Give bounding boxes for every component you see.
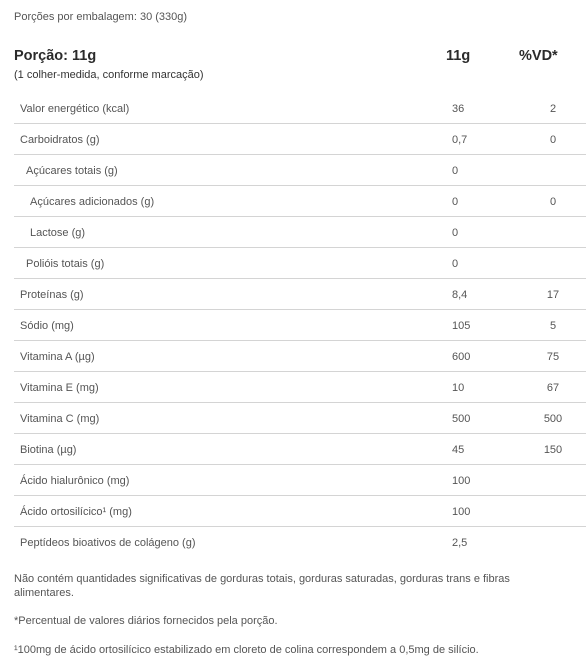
nutrient-amount: 500 — [452, 413, 471, 425]
table-row-collagen-peptides — [14, 527, 586, 557]
note-not-significant: Não contém quantidades significativas de gorduras totais, gorduras saturadas, gorduras trans e fibras alimentares. — [14, 573, 510, 599]
nutrient-daily-value: 0 — [549, 134, 557, 146]
nutrient-name: Polióis totais (g) — [26, 258, 105, 270]
table-row-lactose — [14, 217, 586, 248]
nutrient-amount: 600 — [452, 351, 471, 363]
portion-title: Porção: 11g — [14, 48, 97, 64]
nutrient-daily-value: 17 — [546, 289, 560, 301]
nutrient-name: Vitamina A (µg) — [20, 351, 95, 363]
note-silicon: ¹100mg de ácido ortosilícico estabilizado em cloreto de colina correspondem a 0,5mg de silício. — [14, 644, 479, 656]
nutrient-amount: 0 — [452, 165, 459, 177]
table-row-added-sugars — [14, 186, 586, 217]
table-row-hyaluronic-acid — [14, 465, 586, 496]
nutrient-name: Vitamina C (mg) — [20, 413, 100, 425]
table-row-total-sugars — [14, 155, 586, 186]
nutrient-name: Ácido ortosilícico¹ (mg) — [20, 506, 132, 518]
nutrient-amount: 36 — [452, 103, 465, 115]
nutrient-name: Açúcares totais (g) — [26, 165, 118, 177]
nutrient-amount: 105 — [452, 320, 471, 332]
nutrient-amount: 10 — [452, 382, 465, 394]
nutrient-name: Vitamina E (mg) — [20, 382, 99, 394]
column-header-amount: 11g — [446, 48, 471, 64]
nutrient-name: Lactose (g) — [30, 227, 86, 239]
nutrient-name: Sódio (mg) — [20, 320, 74, 332]
nutrient-name: Açúcares adicionados (g) — [30, 196, 155, 208]
table-row-vitamin-c — [14, 403, 586, 434]
nutrient-name: Carboidratos (g) — [20, 134, 100, 146]
nutrient-amount: 0 — [452, 196, 459, 208]
table-row-vitamin-a — [14, 341, 586, 372]
nutrient-daily-value: 0 — [549, 196, 557, 208]
note-daily-value: *Percentual de valores diários fornecidos pela porção. — [14, 615, 278, 627]
table-row-sodium — [14, 310, 586, 341]
nutrient-amount: 100 — [452, 506, 471, 518]
nutrient-name: Ácido hialurônico (mg) — [20, 475, 130, 487]
nutrient-daily-value: 500 — [543, 413, 563, 425]
nutrient-daily-value: 75 — [546, 351, 560, 363]
nutrient-daily-value: 2 — [549, 103, 557, 115]
table-row-orthosilicic-acid — [14, 496, 586, 527]
nutrient-amount: 2,5 — [452, 537, 468, 549]
portion-subtitle: (1 colher-medida, conforme marcação) — [14, 69, 204, 81]
nutrition-table — [14, 93, 586, 557]
table-row-polyols — [14, 248, 586, 279]
servings-per-package: Porções por embalagem: 30 (330g) — [14, 11, 188, 23]
nutrient-daily-value: 5 — [549, 320, 557, 332]
nutrient-amount: 100 — [452, 475, 471, 487]
nutrient-name: Peptídeos bioativos de colágeno (g) — [20, 537, 196, 549]
column-header-daily-value: %VD* — [519, 48, 558, 64]
nutrient-amount: 0,7 — [452, 134, 468, 146]
table-row-vitamin-e — [14, 372, 586, 403]
table-row-biotin — [14, 434, 586, 465]
nutrient-amount: 0 — [452, 227, 459, 239]
table-row-energy — [14, 93, 586, 124]
table-row-proteins — [14, 279, 586, 310]
nutrient-name: Valor energético (kcal) — [20, 103, 130, 115]
nutrient-amount: 8,4 — [452, 289, 468, 301]
nutrient-name: Biotina (µg) — [20, 444, 77, 456]
nutrient-amount: 45 — [452, 444, 465, 456]
nutrient-name: Proteínas (g) — [20, 289, 84, 301]
nutrient-daily-value: 67 — [546, 382, 560, 394]
nutrient-amount: 0 — [452, 258, 459, 270]
nutrient-daily-value: 150 — [543, 444, 563, 456]
portion-header — [14, 48, 586, 86]
table-row-carbohydrates — [14, 124, 586, 155]
